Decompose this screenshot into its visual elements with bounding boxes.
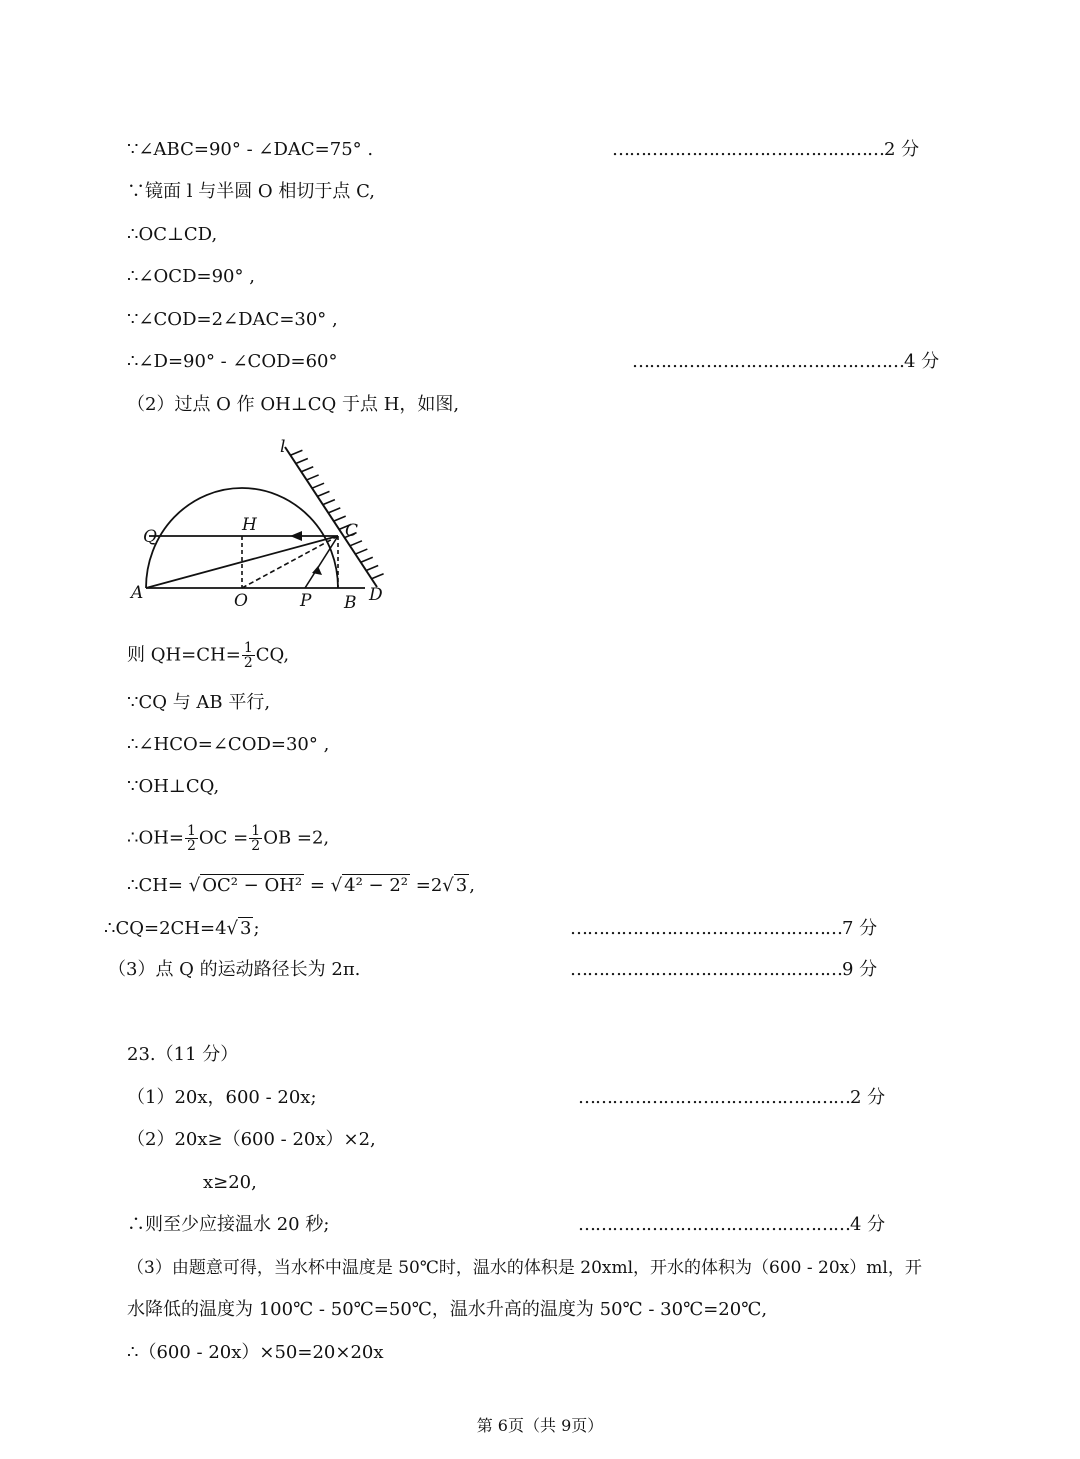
line-6: ∴∠D=90° - ∠COD=60° bbox=[127, 351, 338, 372]
line-22: 水降低的温度为 100℃ - 50℃=50℃，温水升高的温度为 50℃ - 30℃=20℃, bbox=[127, 1299, 768, 1320]
line-8: 则 QH=CH= $\frac{1}{2}$ CQ, bbox=[127, 640, 290, 671]
line-23: ∴（600 - 20x）×50=20×20x bbox=[127, 1342, 384, 1363]
hatch-mark bbox=[350, 541, 362, 546]
score-mark-6: …………………………………………4 分 bbox=[578, 1214, 886, 1235]
label-d: D bbox=[369, 585, 383, 605]
line-14: ∴CQ=2CH=4√ 3 ; bbox=[104, 918, 260, 939]
line-5: ∵∠COD=2∠DAC=30° , bbox=[127, 309, 338, 330]
hatch-mark bbox=[317, 491, 329, 496]
line-11: ∵OH⊥CQ, bbox=[127, 776, 220, 797]
line-7: （2）过点 O 作 OH⊥CQ 于点 H，如图, bbox=[127, 394, 460, 415]
hatch-mark bbox=[334, 516, 346, 521]
hatch-mark bbox=[296, 458, 308, 463]
line-21: （3）由题意可得，当水杯中温度是 50℃时，温水的体积是 20xml，开水的体积为（600 - 20x）ml，开 bbox=[127, 1258, 922, 1278]
score-mark-5: …………………………………………2 分 bbox=[578, 1087, 886, 1108]
label-a: A bbox=[131, 583, 144, 603]
line-4: ∴∠OCD=90° , bbox=[127, 266, 255, 287]
line-15: （3）点 Q 的运动路径长为 2π. bbox=[108, 959, 361, 980]
line-2: ∵镜面 l 与半圆 O 相切于点 C, bbox=[127, 181, 375, 202]
hatch-mark bbox=[307, 475, 319, 480]
line-18: （2）20x≥（600 - 20x）×2, bbox=[127, 1129, 376, 1150]
line-12: ∴OH= $\frac{1}{2}$ OC = $\frac{1}{2}$ OB =2, bbox=[127, 823, 330, 854]
line-9: ∵CQ 与 AB 平行, bbox=[127, 692, 271, 713]
label-b: B bbox=[344, 593, 357, 613]
page-footer: 第 6页（共 9页） bbox=[476, 1416, 604, 1435]
score-mark-4: …………………………………………9 分 bbox=[570, 959, 878, 980]
line-1: ∵∠ABC=90° - ∠DAC=75° . bbox=[127, 139, 374, 160]
line-19: x≥20, bbox=[203, 1172, 257, 1193]
mirror-hatching bbox=[290, 450, 383, 579]
hatch-mark bbox=[366, 566, 378, 571]
segment-oc-dashed bbox=[242, 536, 338, 588]
hatch-mark bbox=[301, 467, 313, 472]
hatch-mark bbox=[323, 500, 335, 505]
label-l: l bbox=[280, 437, 286, 457]
hatch-mark bbox=[355, 549, 367, 554]
score-mark-1: …………………………………………2 分 bbox=[612, 139, 920, 160]
label-p: P bbox=[300, 591, 312, 611]
hatch-mark bbox=[328, 508, 340, 513]
line-3: ∴OC⊥CD, bbox=[127, 224, 218, 245]
label-o: O bbox=[234, 591, 248, 611]
label-h: H bbox=[242, 515, 257, 535]
line-10: ∴∠HCO=∠COD=30° , bbox=[127, 734, 330, 755]
hatch-mark bbox=[312, 483, 324, 488]
hatch-mark bbox=[372, 574, 384, 579]
line-17: （1）20x，600 - 20x; bbox=[127, 1087, 317, 1108]
fraction-half-1: $\frac{1}{2}$ bbox=[187, 823, 196, 854]
arrow-qc bbox=[290, 531, 302, 541]
geometry-figure bbox=[125, 432, 390, 617]
fraction-half-2: $\frac{1}{2}$ bbox=[251, 823, 261, 854]
label-c: C bbox=[345, 521, 359, 541]
mirror-line-l bbox=[285, 447, 377, 587]
line-13: ∴CH= √ OC² − OH² = √ 4² − 2² =2√ 3 , bbox=[127, 875, 475, 896]
score-mark-3: …………………………………………7 分 bbox=[570, 918, 878, 939]
fraction-half: $\frac{1}{2}$ bbox=[243, 640, 253, 671]
hatch-mark bbox=[361, 557, 373, 562]
score-mark-2: …………………………………………4 分 bbox=[632, 351, 940, 372]
label-q: Q bbox=[143, 527, 157, 547]
line-16: 23.（11 分） bbox=[127, 1044, 239, 1065]
hatch-mark bbox=[290, 450, 302, 455]
line-20: ∴则至少应接温水 20 秒; bbox=[127, 1214, 330, 1235]
